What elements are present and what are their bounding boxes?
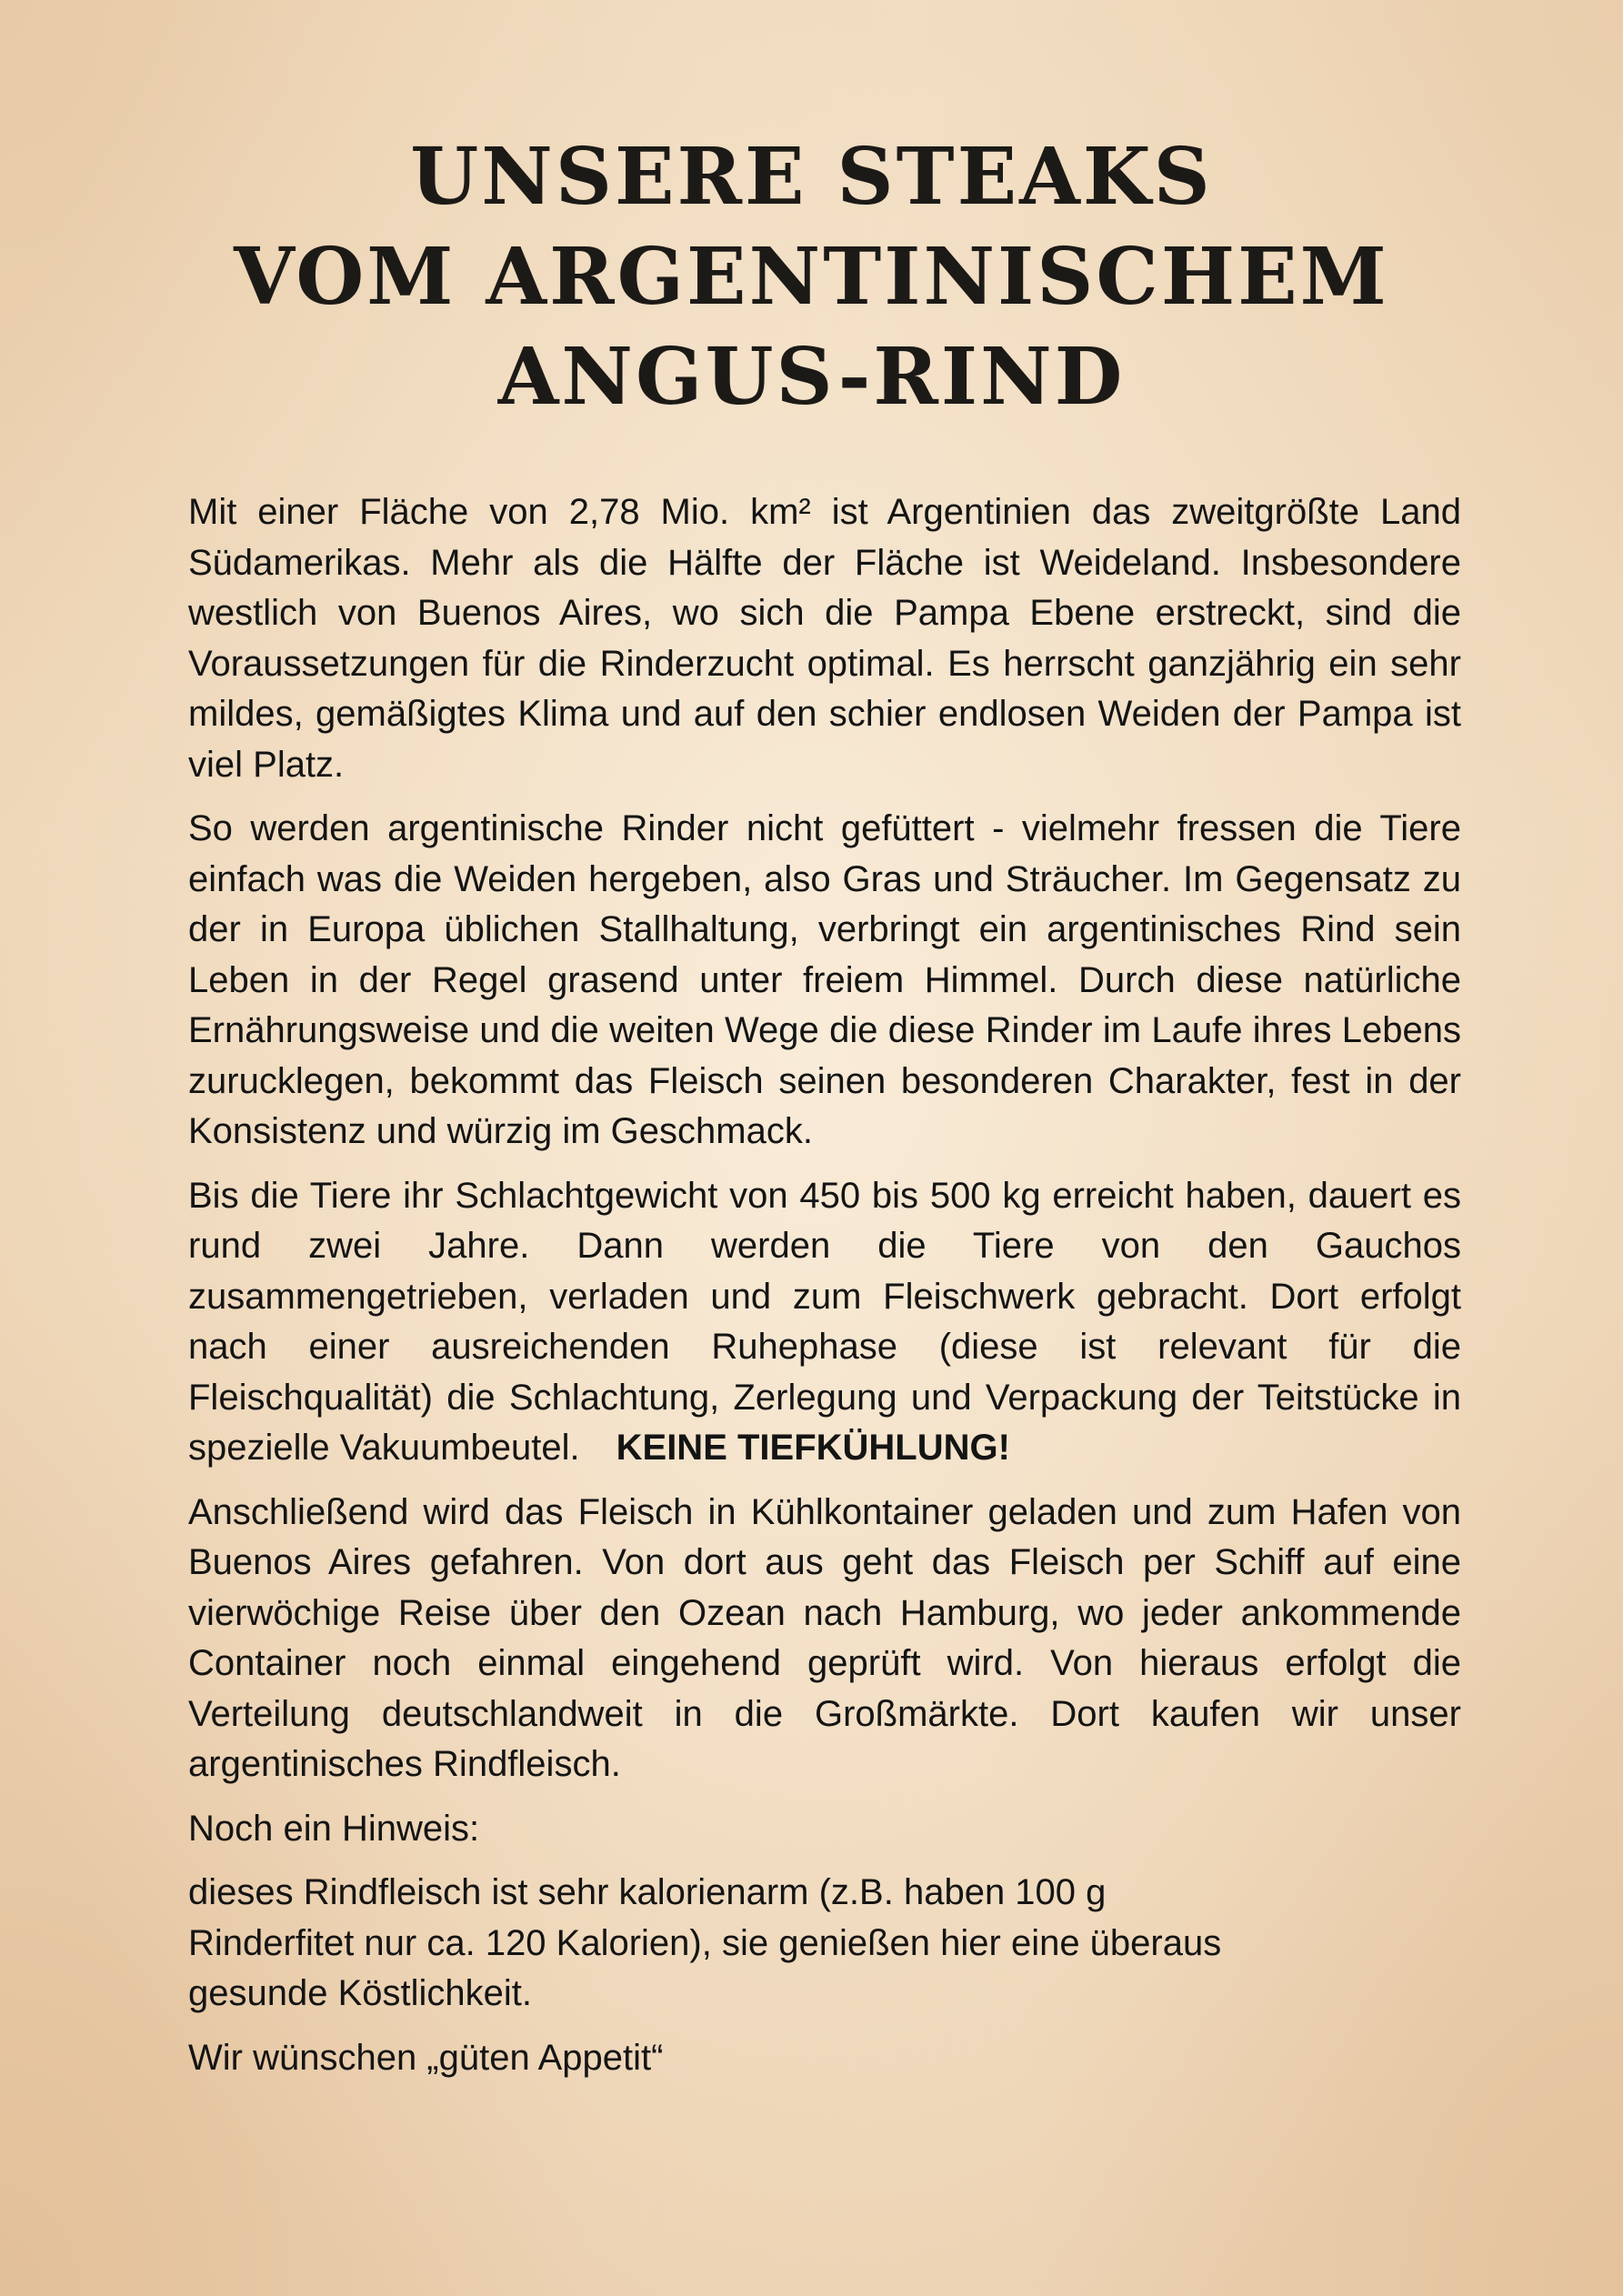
title-line-2: VOM ARGENTINISCHEM [234, 231, 1389, 323]
paragraph-area-intro: Mit einer Fläche von 2,78 Mio. km² ist Argentinien das zweitgrößte Land Südamerikas. Mehr als die Hälfte der Fläche ist Weideland. Insbesondere westlich von Buenos Aires, wo sich die Pampa Ebene erstreckt, sind die Voraussetzungen für die Rinderzucht optimal. Es herrscht ganzjährig ein sehr mildes, gemäßigtes Klima und auf den schier endlosen Weiden der Pampa ist viel Platz. [188, 492, 1461, 785]
title-line-1: UNSERE STEAKS [410, 131, 1213, 223]
paragraph-slaughter [188, 1171, 1461, 1474]
title-line-3: ANGUS-RIND [497, 331, 1126, 423]
closing-wish: Wir wünschen „güten Appetit“ [188, 2037, 664, 2078]
page-title [0, 127, 1623, 427]
body-text [188, 487, 1461, 2097]
no-freezing-notice: KEINE TIEFKÜHLUNG! [616, 1428, 1010, 1468]
note-heading: Noch ein Hinweis: [188, 1808, 480, 1849]
paragraph-slaughter-text: Bis die Tiere ihr Schlachtgewicht von 450 bis 500 kg erreicht haben, dauert es rund zwei Jahre. Dann werden die Tiere von den Gauchos zusammengetrieben, verladen und zum Fleischwerk gebracht. Dort erfolgt nach einer ausreichenden Ruhephase (diese ist relevant für die Fleischqualität) die Schlachtung, Zerlegung und Verpackung der Teitstücke in spezielle Vakuumbeutel. [188, 1175, 1461, 1468]
paragraph-calories: dieses Rindfleisch ist sehr kalorienarm (z.B. haben 100 g Rinderfitet nur ca. 120 Kalorien), sie genießen hier eine überaus gesunde Köstlichkeit. [188, 1872, 1222, 2013]
paragraph-grazing: So werden argentinische Rinder nicht gefüttert - vielmehr fressen die Tiere einfach was die Weiden hergeben, also Gras und Sträucher. Im Gegensatz zu der in Europa üblichen Stallhaltung, verbringt ein argentinisches Rind sein Leben in der Regel grasend unter freiem Himmel. Durch diese natürliche Ernährungsweise und die weiten Wege die diese Rinder im Laufe ihres Lebens zurucklegen, bekommt das Fleisch seinen besonderen Charakter, fest in der Konsistenz und würzig im Geschmack. [188, 808, 1461, 1151]
paragraph-transport: Anschließend wird das Fleisch in Kühlkontainer geladen und zum Hafen von Buenos Aires gefahren. Von dort aus geht das Fleisch per Schiff auf eine vierwöchige Reise über den Ozean nach Hamburg, wo jeder ankommende Container noch einmal eingehend geprüft wird. Von hieraus erfolgt die Verteilung deutschlandweit in die Großmärkte. Dort kaufen wir unser argentinisches Rindfleisch. [188, 1491, 1461, 1784]
